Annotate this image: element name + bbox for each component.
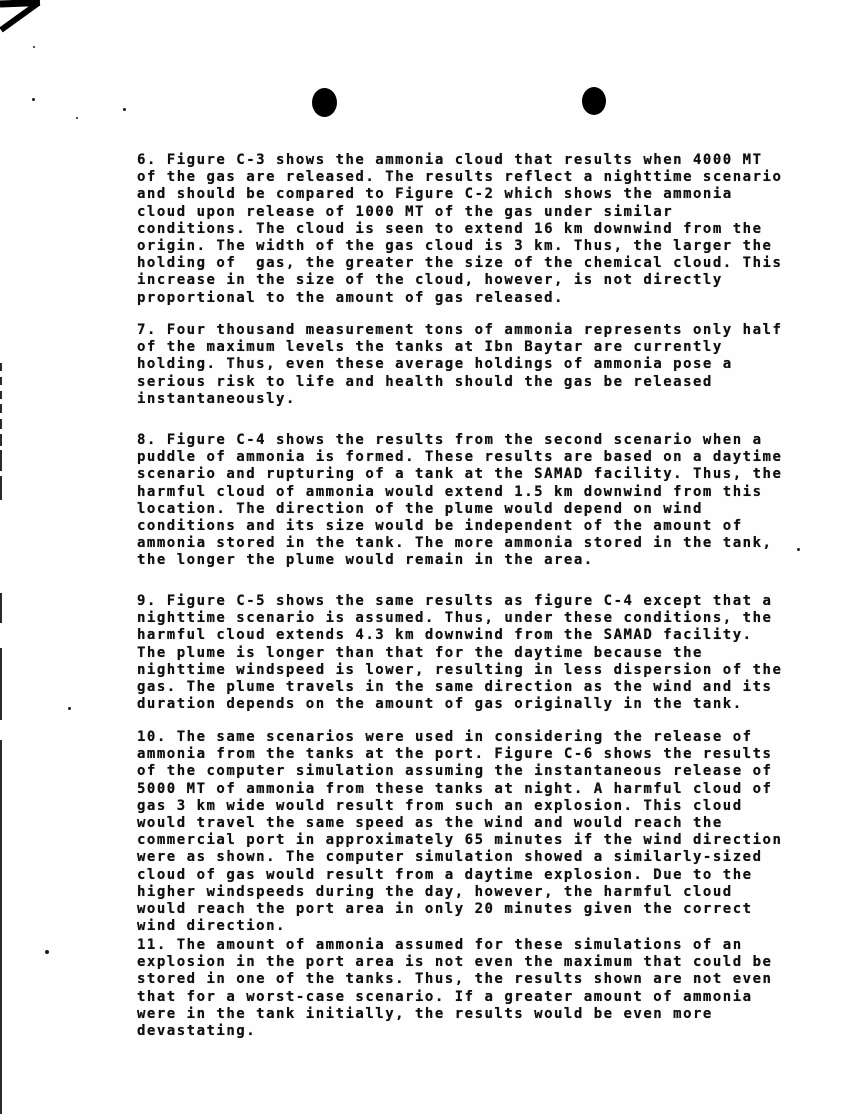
paragraph-9 xyxy=(137,593,827,713)
text-line: of the computer simulation assuming the instantaneous release of xyxy=(137,763,773,780)
text-line: origin. The width of the gas cloud is 3 km. Thus, the larger the xyxy=(137,238,773,255)
text-line: wind direction. xyxy=(137,918,286,935)
text-line: would reach the port area in only 20 minutes given the correct xyxy=(137,901,753,918)
text-line: 7. Four thousand measurement tons of ammonia represents only half xyxy=(137,322,783,338)
text-line: and should be compared to Figure C-2 which shows the ammonia xyxy=(137,186,733,203)
text-line: 9. Figure C-5 shows the same results as figure C-4 except that a xyxy=(137,593,773,609)
text-line: conditions. The cloud is seen to extend 16 km downwind from the xyxy=(137,220,763,237)
text-line: instantaneously. xyxy=(137,390,296,407)
paragraph-7 xyxy=(137,322,827,408)
text-line: of the gas are released. The results reflect a nighttime scenario xyxy=(137,169,783,186)
text-line: stored in one of the tanks. Thus, the results shown are not even xyxy=(137,971,773,988)
text-line: ammonia stored in the tank. The more ammonia stored in the tank, xyxy=(137,535,773,552)
text-line: the longer the plume would remain in the area. xyxy=(137,552,594,569)
text-line: The plume is longer than that for the daytime because the xyxy=(137,644,703,661)
text-line: serious risk to life and health should the gas be released xyxy=(137,373,713,390)
text-line: were as shown. The computer simulation showed a similarly-sized xyxy=(137,849,763,866)
text-line: holding of gas, the greater the size of the chemical cloud. This xyxy=(137,255,783,272)
text-line: would travel the same speed as the wind and would reach the xyxy=(137,815,723,832)
text-line: that for a worst-case scenario. If a greater amount of ammonia xyxy=(137,988,753,1005)
text-line: devastating. xyxy=(137,1023,257,1040)
text-line: 10. The same scenarios were used in considering the release of xyxy=(137,729,753,745)
text-line: of the maximum levels the tanks at Ibn Baytar are currently xyxy=(137,339,723,356)
text-line: higher windspeeds during the day, however, the harmful cloud xyxy=(137,883,733,900)
text-line: 11. The amount of ammonia assumed for these simulations of an xyxy=(137,937,743,953)
text-line: 5000 MT of ammonia from these tanks at night. A harmful cloud of xyxy=(137,780,773,797)
text-line: harmful cloud extends 4.3 km downwind from the SAMAD facility. xyxy=(137,627,753,644)
text-line: conditions and its size would be independent of the amount of xyxy=(137,518,743,535)
paragraph-6 xyxy=(137,152,827,307)
text-line: location. The direction of the plume would depend on wind xyxy=(137,500,703,517)
text-line: 6. Figure C-3 shows the ammonia cloud that results when 4000 MT xyxy=(137,152,763,168)
text-line: were in the tank initially, the results would be even more xyxy=(137,1005,713,1022)
text-line: harmful cloud of ammonia would extend 1.5 km downwind from this xyxy=(137,483,763,500)
text-line: cloud upon release of 1000 MT of the gas under similar xyxy=(137,203,674,220)
text-line: nighttime scenario is assumed. Thus, under these conditions, the xyxy=(137,610,773,627)
text-line: cloud of gas would result from a daytime explosion. Due to the xyxy=(137,866,753,883)
paragraph-8 xyxy=(137,432,827,570)
paragraph-11 xyxy=(137,937,827,1040)
text-line: proportional to the amount of gas released. xyxy=(137,289,564,306)
text-line: gas 3 km wide would result from such an explosion. This cloud xyxy=(137,797,743,814)
paragraph-10 xyxy=(137,729,827,935)
text-line: explosion in the port area is not even the maximum that could be xyxy=(137,954,773,971)
text-line: ammonia from the tanks at the port. Figure C-6 shows the results xyxy=(137,746,773,763)
text-line: puddle of ammonia is formed. These results are based on a daytime xyxy=(137,449,783,466)
text-line: nighttime windspeed is lower, resulting in less dispersion of the xyxy=(137,661,783,678)
text-line: commercial port in approximately 65 minutes if the wind direction xyxy=(137,832,783,849)
text-line: scenario and rupturing of a tank at the SAMAD facility. Thus, the xyxy=(137,466,783,483)
text-line: holding. Thus, even these average holdings of ammonia pose a xyxy=(137,356,733,373)
text-line: increase in the size of the cloud, however, is not directly xyxy=(137,272,723,289)
text-line: gas. The plume travels in the same direction as the wind and its xyxy=(137,679,773,696)
text-line: duration depends on the amount of gas originally in the tank. xyxy=(137,696,743,713)
text-line: 8. Figure C-4 shows the results from the second scenario when a xyxy=(137,432,763,448)
